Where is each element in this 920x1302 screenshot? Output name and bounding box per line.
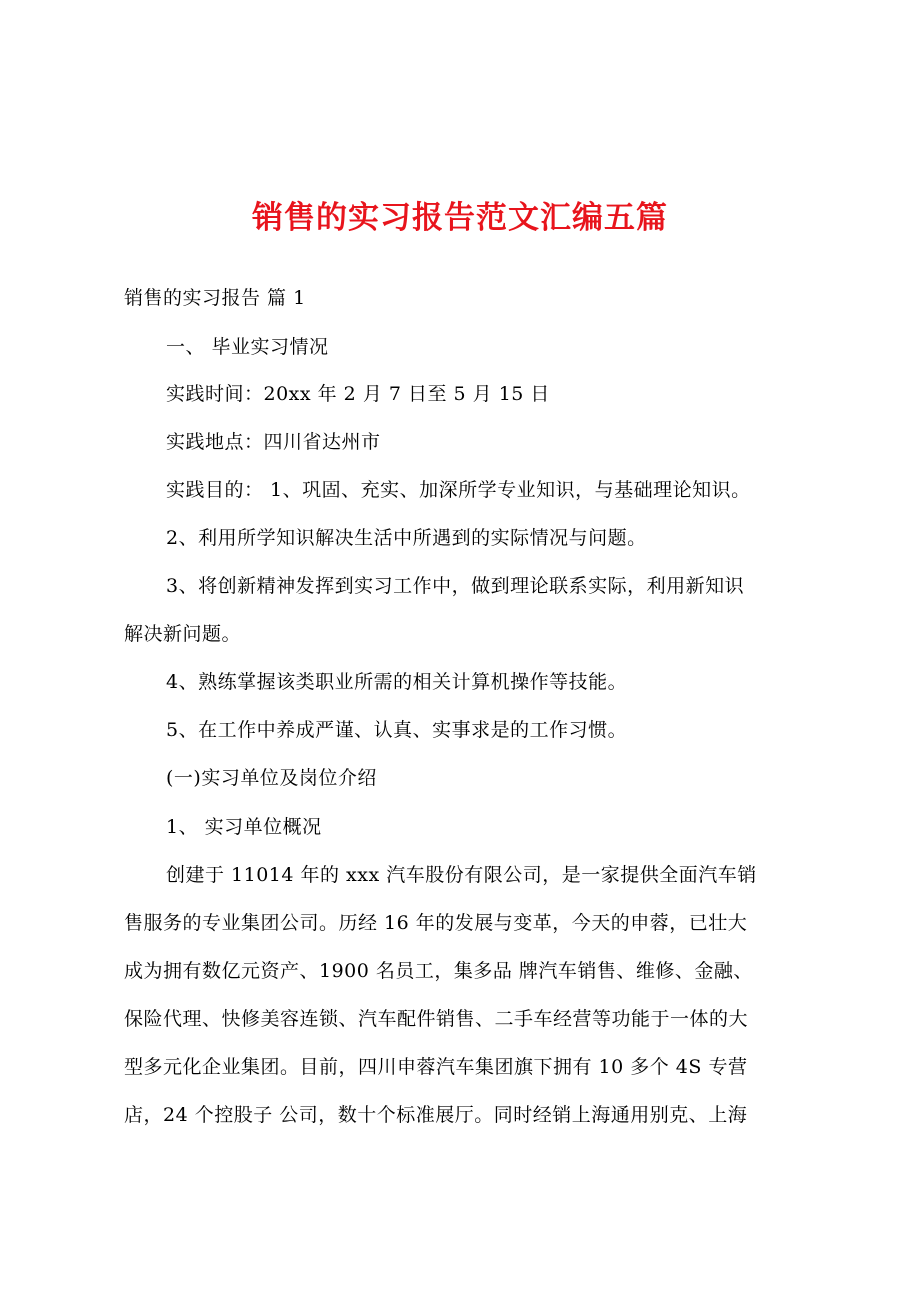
paragraph-line: 实践目的： 1、巩固、充实、加深所学专业知识，与基础理论知识。	[166, 479, 751, 501]
subsection-heading: 一、 毕业实习情况	[166, 336, 329, 358]
paragraph-line: 创建于 11014 年的 xxx 汽车股份有限公司，是一家提供全面汽车销	[166, 864, 757, 886]
section-heading: 销售的实习报告 篇 1	[124, 287, 306, 309]
paragraph-line: 保险代理、快修美容连锁、汽车配件销售、二手车经营等功能于一体的大	[124, 1008, 749, 1030]
paragraph-line: 5、在工作中养成严谨、认真、实事求是的工作习惯。	[166, 719, 628, 741]
paragraph-line: 型多元化企业集团。目前，四川申蓉汽车集团旗下拥有 10 多个 4S 专营	[124, 1056, 748, 1078]
paragraph-line: 4、熟练掌握该类职业所需的相关计算机操作等技能。	[166, 671, 628, 693]
subsection-heading: (一)实习单位及岗位介绍	[166, 767, 377, 789]
document-title: 销售的实习报告范文汇编五篇	[252, 200, 668, 236]
paragraph-line: 店，24 个控股子 公司，数十个标准展厅。同时经销上海通用别克、上海	[124, 1104, 748, 1126]
paragraph-line: 解决新问题。	[124, 623, 242, 645]
paragraph-line: 实践地点：四川省达州市	[166, 431, 381, 453]
subsection-heading: 1、 实习单位概况	[166, 816, 322, 838]
paragraph-line: 售服务的专业集团公司。历经 16 年的发展与变革，今天的申蓉，已壮大	[124, 912, 748, 934]
paragraph-line: 2、利用所学知识解决生活中所遇到的实际情况与问题。	[166, 527, 647, 549]
paragraph-line: 实践时间：20xx 年 2 月 7 日至 5 月 15 日	[166, 383, 550, 405]
paragraph-line: 3、将创新精神发挥到实习工作中，做到理论联系实际，利用新知识	[166, 575, 745, 597]
paragraph-line: 成为拥有数亿元资产、1900 名员工，集多品 牌汽车销售、维修、金融、	[124, 960, 753, 982]
